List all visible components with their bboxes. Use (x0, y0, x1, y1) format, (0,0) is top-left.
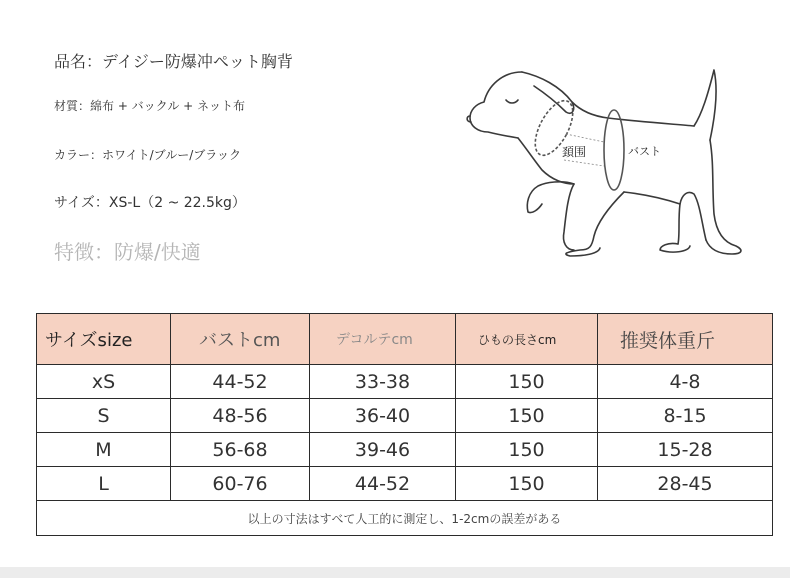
harness-icon (528, 95, 624, 190)
bottom-strip (0, 567, 790, 578)
table-row (37, 433, 773, 467)
table-row (37, 365, 773, 399)
header-recommended-weight: 推奨体重斤 (598, 314, 773, 365)
cell-decollete: 44-52 (310, 467, 456, 501)
cell-decollete: 39-46 (310, 433, 456, 467)
header-bust: バストcm (171, 314, 310, 365)
table-note-row (37, 501, 773, 536)
header-strap-length: ひもの長さcm (456, 314, 598, 365)
size-chart-table (36, 313, 773, 536)
neck-label: 頚围 (562, 145, 587, 159)
measurement-note: 以上の寸法はすべて人工的に測定し、1-2cmの誤差がある (37, 501, 773, 536)
table-row (37, 399, 773, 433)
header-decollete: デコルテcm (310, 314, 456, 365)
dog-measurement-diagram (462, 64, 762, 260)
cell-size: M (37, 433, 171, 467)
cell-strap-length: 150 (456, 399, 598, 433)
cell-bust: 60-76 (171, 467, 310, 501)
product-name: 品名：デイジー防爆冲ペット胸背 (54, 52, 293, 71)
cell-weight: 4-8 (598, 365, 773, 399)
table-header-row (37, 314, 773, 365)
cell-bust: 44-52 (171, 365, 310, 399)
cell-size: S (37, 399, 171, 433)
cell-strap-length: 150 (456, 433, 598, 467)
cell-strap-length: 150 (456, 467, 598, 501)
cell-weight: 8-15 (598, 399, 773, 433)
cell-decollete: 36-40 (310, 399, 456, 433)
header-size: サイズsize (37, 314, 171, 365)
cell-size: L (37, 467, 171, 501)
product-colors: カラー：ホワイト/ブルー/ブラック (54, 148, 242, 162)
cell-size: xS (37, 365, 171, 399)
bust-label: バスト (628, 145, 661, 158)
cell-bust: 48-56 (171, 399, 310, 433)
table-row (37, 467, 773, 501)
cell-weight: 15-28 (598, 433, 773, 467)
cell-strap-length: 150 (456, 365, 598, 399)
product-material: 材質：綿布 + バックル + ネット布 (54, 99, 246, 113)
cell-weight: 28-45 (598, 467, 773, 501)
product-sizes: サイズ：XS-L（2 ~ 22.5kg） (54, 195, 246, 211)
product-features: 特徴：防爆/快適 (54, 240, 201, 264)
cell-decollete: 33-38 (310, 365, 456, 399)
cell-bust: 56-68 (171, 433, 310, 467)
